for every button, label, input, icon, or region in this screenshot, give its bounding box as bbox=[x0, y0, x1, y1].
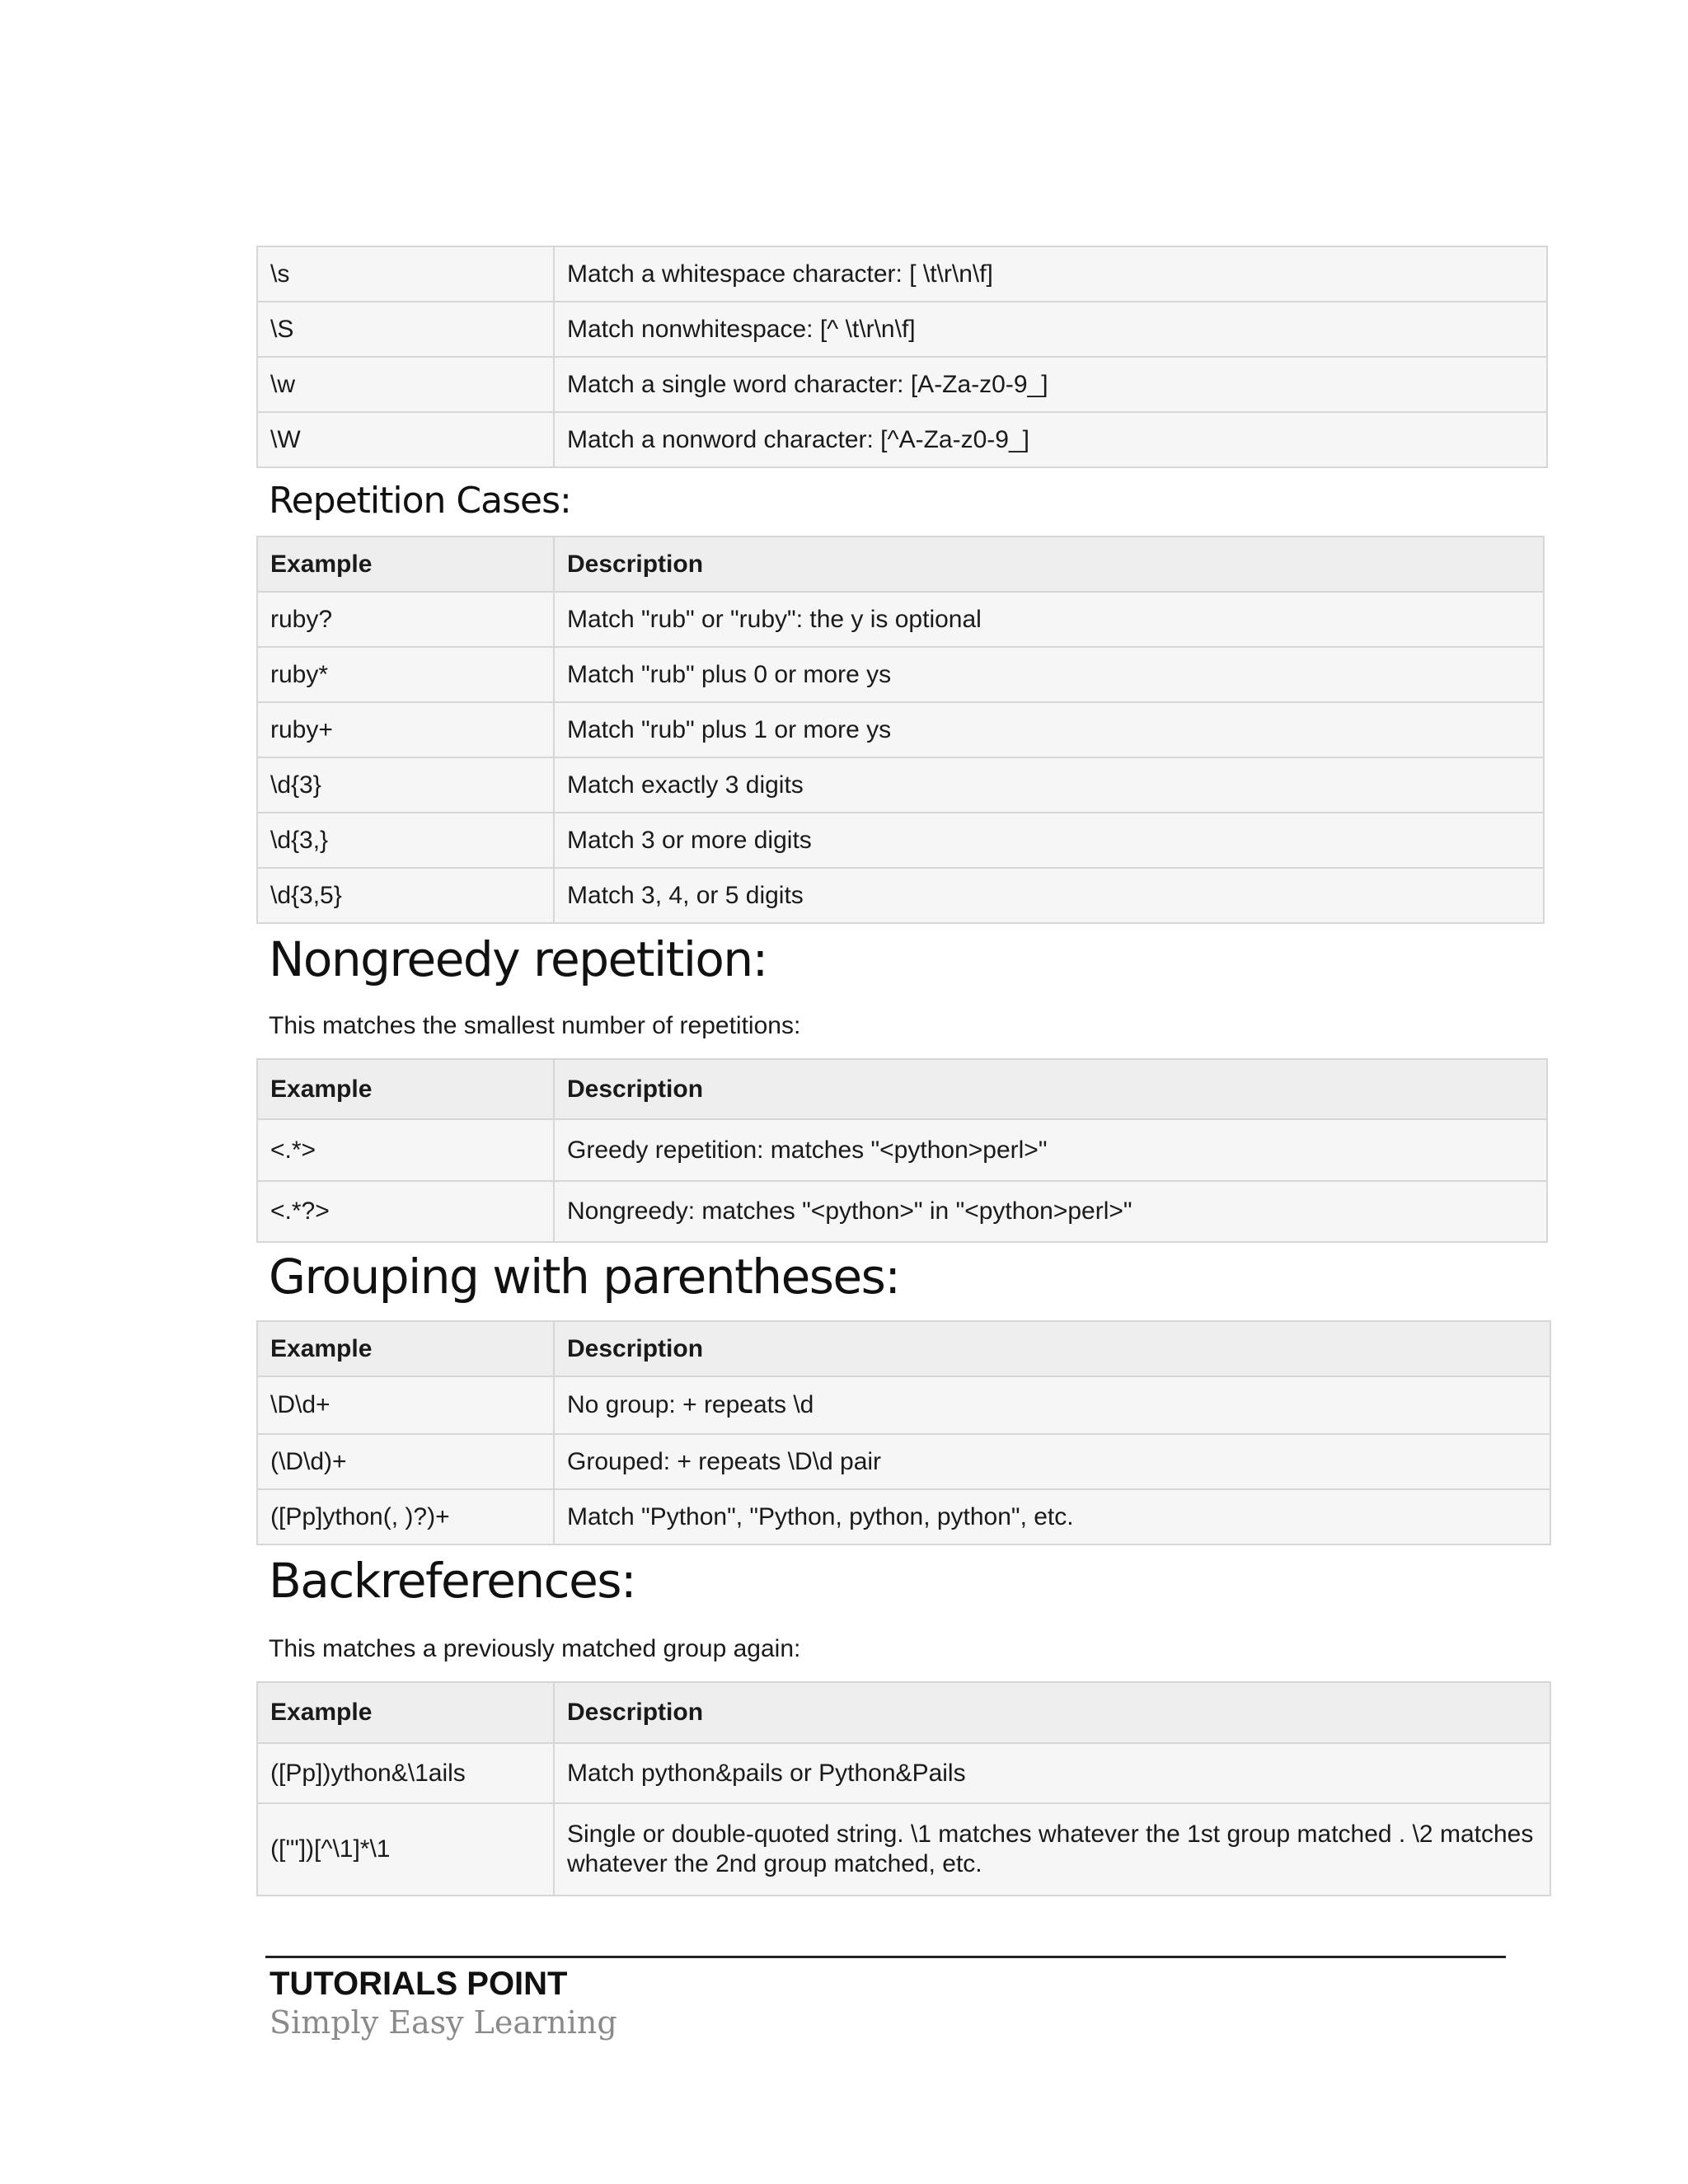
example-cell: ruby+ bbox=[257, 702, 554, 757]
grouping-heading: Grouping with parentheses: bbox=[269, 1249, 900, 1305]
example-cell: ([Pp]ython(, )?)+ bbox=[257, 1489, 554, 1544]
description-header: Description bbox=[554, 1682, 1550, 1743]
example-cell: \d{3,} bbox=[257, 813, 554, 868]
description-cell: Match python&pails or Python&Pails bbox=[554, 1743, 1550, 1803]
example-cell: \d{3} bbox=[257, 757, 554, 813]
description-cell: Match "rub" plus 0 or more ys bbox=[554, 647, 1544, 702]
table-row bbox=[257, 412, 1547, 467]
nongreedy-intro: This matches the smallest number of repetitions: bbox=[269, 1012, 801, 1039]
example-cell: <.*> bbox=[257, 1119, 554, 1181]
example-cell: (['"])[^\1]*\1 bbox=[257, 1803, 554, 1896]
description-cell: Match a whitespace character: [ \t\r\n\f] bbox=[554, 246, 1547, 302]
example-cell: ruby? bbox=[257, 592, 554, 647]
example-cell: \s bbox=[257, 246, 554, 302]
description-header: Description bbox=[554, 1321, 1550, 1376]
description-cell: No group: + repeats \d bbox=[554, 1376, 1550, 1434]
example-header: Example bbox=[257, 1682, 554, 1743]
description-cell: Single or double-quoted string. \1 matches whatever the 1st group matched . \2 matches whatever the 2nd group matched, etc. bbox=[554, 1803, 1550, 1896]
footer-brand: TUTORIALS POINT bbox=[270, 1966, 568, 2002]
description-cell: Match exactly 3 digits bbox=[554, 757, 1544, 813]
char-class-table bbox=[256, 246, 1548, 468]
table-row bbox=[257, 1803, 1550, 1896]
repetition-table bbox=[256, 536, 1545, 924]
example-cell: (\D\d)+ bbox=[257, 1434, 554, 1489]
table-row bbox=[257, 1376, 1550, 1434]
table-row bbox=[257, 302, 1547, 357]
table-header-row bbox=[257, 1321, 1550, 1376]
example-cell: \D\d+ bbox=[257, 1376, 554, 1434]
grouping-table bbox=[256, 1320, 1551, 1545]
description-header: Description bbox=[554, 1059, 1547, 1119]
backrefs-heading: Backreferences: bbox=[269, 1553, 636, 1609]
example-cell: ruby* bbox=[257, 647, 554, 702]
table-row bbox=[257, 357, 1547, 412]
table-header-row bbox=[257, 537, 1544, 592]
example-cell: \w bbox=[257, 357, 554, 412]
table-header-row bbox=[257, 1059, 1547, 1119]
table-row bbox=[257, 1489, 1550, 1544]
description-cell: Match 3 or more digits bbox=[554, 813, 1544, 868]
description-cell: Grouped: + repeats \D\d pair bbox=[554, 1434, 1550, 1489]
example-header: Example bbox=[257, 1321, 554, 1376]
description-cell: Match a single word character: [A-Za-z0-9_] bbox=[554, 357, 1547, 412]
nongreedy-table bbox=[256, 1058, 1548, 1243]
footer-divider bbox=[265, 1956, 1506, 1958]
description-cell: Nongreedy: matches "<python>" in "<python>perl>" bbox=[554, 1181, 1547, 1242]
table-row bbox=[257, 868, 1544, 923]
backrefs-table bbox=[256, 1681, 1551, 1896]
example-header: Example bbox=[257, 537, 554, 592]
description-header: Description bbox=[554, 537, 1544, 592]
backrefs-intro: This matches a previously matched group again: bbox=[269, 1635, 801, 1662]
table-row bbox=[257, 246, 1547, 302]
footer-tagline: Simply Easy Learning bbox=[270, 2004, 617, 2041]
table-row bbox=[257, 647, 1544, 702]
example-header: Example bbox=[257, 1059, 554, 1119]
table-row bbox=[257, 1181, 1547, 1242]
table-row bbox=[257, 1434, 1550, 1489]
table-header-row bbox=[257, 1682, 1550, 1743]
table-row bbox=[257, 757, 1544, 813]
table-row bbox=[257, 1119, 1547, 1181]
description-cell: Match "rub" plus 1 or more ys bbox=[554, 702, 1544, 757]
description-cell: Greedy repetition: matches "<python>perl>" bbox=[554, 1119, 1547, 1181]
table-row bbox=[257, 702, 1544, 757]
description-cell: Match 3, 4, or 5 digits bbox=[554, 868, 1544, 923]
table-row bbox=[257, 1743, 1550, 1803]
example-cell: \d{3,5} bbox=[257, 868, 554, 923]
description-cell: Match nonwhitespace: [^ \t\r\n\f] bbox=[554, 302, 1547, 357]
description-cell: Match "Python", "Python, python, python", etc. bbox=[554, 1489, 1550, 1544]
nongreedy-heading: Nongreedy repetition: bbox=[269, 931, 767, 987]
example-cell: ([Pp])ython&\1ails bbox=[257, 1743, 554, 1803]
example-cell: \S bbox=[257, 302, 554, 357]
example-cell: <.*?> bbox=[257, 1181, 554, 1242]
description-cell: Match a nonword character: [^A-Za-z0-9_] bbox=[554, 412, 1547, 467]
example-cell: \W bbox=[257, 412, 554, 467]
table-row bbox=[257, 813, 1544, 868]
table-row bbox=[257, 592, 1544, 647]
description-cell: Match "rub" or "ruby": the y is optional bbox=[554, 592, 1544, 647]
repetition-heading: Repetition Cases: bbox=[269, 480, 571, 522]
